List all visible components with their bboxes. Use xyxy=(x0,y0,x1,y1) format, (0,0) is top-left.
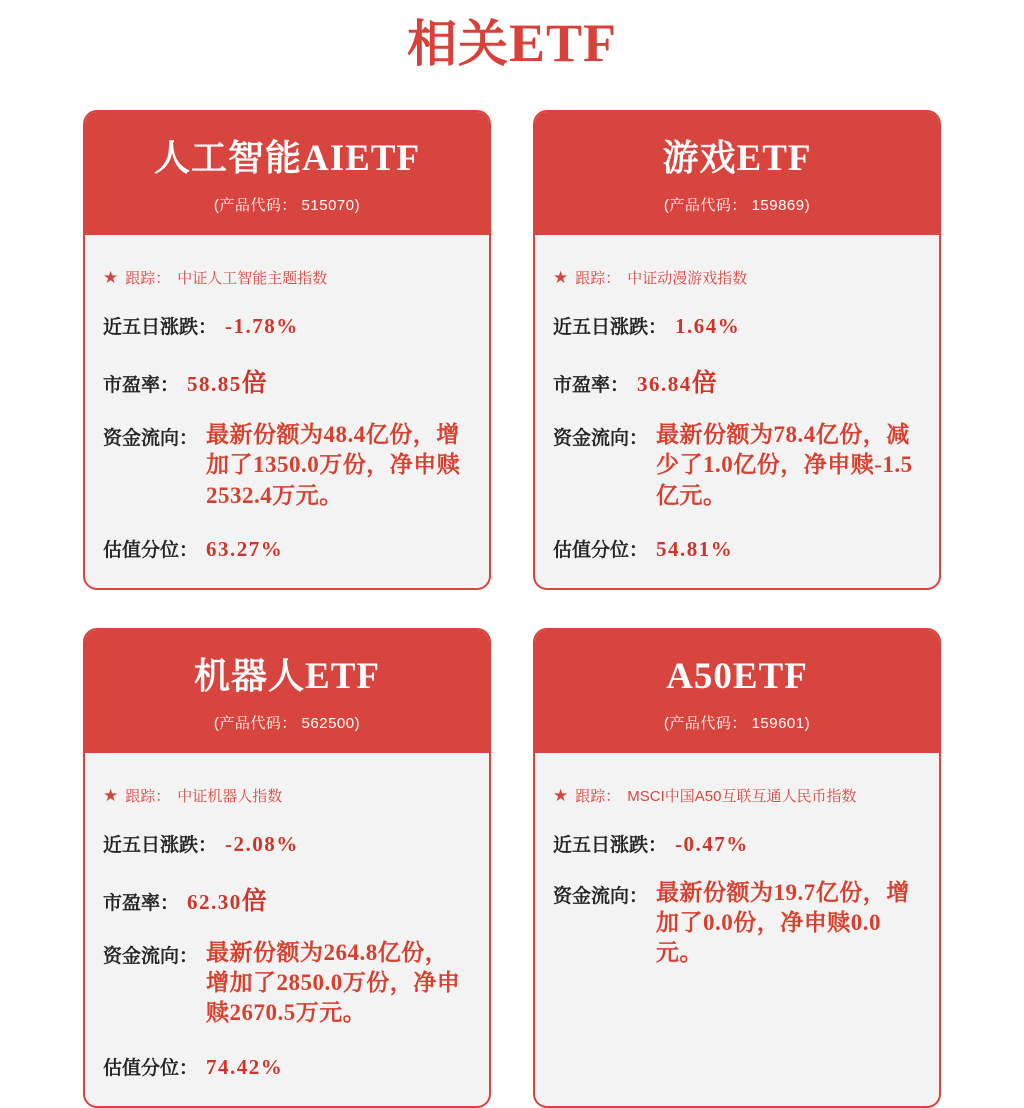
change5d-row xyxy=(553,312,921,339)
change5d-label: 近五日涨跌： xyxy=(103,316,218,338)
pe-value: 58.85 xyxy=(187,371,242,396)
track-index-name: MSCI中国A50互联互通人民币指数 xyxy=(627,787,857,805)
flow-value: 最新份额为264.8亿份，增加了2850.0万份，净申赎2670.5万元。 xyxy=(206,939,461,1026)
page-title xyxy=(0,0,1024,74)
card-title-latin: ETF xyxy=(736,138,812,180)
valuation-value: 74.42% xyxy=(206,1054,284,1079)
valuation-row xyxy=(103,535,471,562)
card-title xyxy=(545,138,929,180)
track-label: 跟踪： xyxy=(575,269,621,287)
flow-label: 资金流向： xyxy=(553,885,649,907)
flow-row xyxy=(103,941,471,1029)
card-product-code: (产品代码： 562500) xyxy=(213,714,361,732)
card-title-zh: 机器人 xyxy=(194,654,306,696)
card-product-code: (产品代码： 159869) xyxy=(663,196,811,214)
page-title-latin: ETF xyxy=(508,13,618,73)
valuation-label: 估值分位： xyxy=(103,1057,199,1079)
card-body xyxy=(85,753,489,1106)
etf-card-a50 xyxy=(533,628,941,1108)
card-title-zh: 游戏 xyxy=(662,137,737,179)
card-product-code: (产品代码： 515070) xyxy=(213,196,361,214)
card-title xyxy=(95,656,479,698)
pe-unit: 倍 xyxy=(691,368,717,397)
flow-row xyxy=(553,423,921,511)
etf-card-grid xyxy=(83,110,941,1108)
change5d-value: -0.47% xyxy=(675,831,749,856)
card-header xyxy=(535,112,939,235)
track-index-name: 中证动漫游戏指数 xyxy=(627,269,748,287)
change5d-label: 近五日涨跌： xyxy=(553,316,668,338)
flow-label: 资金流向： xyxy=(103,945,199,967)
pe-value: 62.30 xyxy=(187,889,242,914)
change5d-value: 1.64% xyxy=(675,313,741,338)
pe-label: 市盈率： xyxy=(103,374,180,396)
star-icon: ★ xyxy=(553,785,569,805)
track-line xyxy=(553,267,921,288)
track-label: 跟踪： xyxy=(575,787,621,805)
track-line xyxy=(103,267,471,288)
track-label: 跟踪： xyxy=(125,787,171,805)
pe-unit: 倍 xyxy=(241,886,267,915)
track-line xyxy=(103,785,471,806)
card-title-latin: A50ETF xyxy=(666,655,808,697)
page-title-zh: 相关 xyxy=(406,16,509,72)
card-title xyxy=(95,138,479,180)
pe-value: 36.84 xyxy=(637,371,692,396)
star-icon: ★ xyxy=(553,267,569,287)
card-header xyxy=(85,112,489,235)
card-body xyxy=(85,235,489,588)
card-product-code: (产品代码： 159601) xyxy=(663,714,811,732)
flow-value: 最新份额为19.7亿份，增加了0.0份，净申赎0.0元。 xyxy=(656,879,910,966)
pe-label: 市盈率： xyxy=(553,374,630,396)
change5d-label: 近五日涨跌： xyxy=(103,834,218,856)
star-icon: ★ xyxy=(103,267,119,287)
change5d-value: -2.08% xyxy=(225,831,299,856)
flow-value: 最新份额为48.4亿份，增加了1350.0万份，净申赎2532.4万元。 xyxy=(206,421,461,508)
pe-row xyxy=(103,881,471,917)
card-title-latin: ETF xyxy=(305,655,380,697)
card-body xyxy=(535,235,939,588)
valuation-label: 估值分位： xyxy=(553,539,649,561)
flow-value: 最新份额为78.4亿份，减少了1.0亿份，净申赎-1.5亿元。 xyxy=(656,421,913,508)
card-title-zh: 人工智能 xyxy=(153,137,302,179)
flow-label: 资金流向： xyxy=(103,427,199,449)
card-header xyxy=(85,630,489,753)
valuation-value: 63.27% xyxy=(206,536,284,561)
etf-card-ai xyxy=(83,110,491,590)
flow-label: 资金流向： xyxy=(553,427,649,449)
card-title-latin: AIETF xyxy=(301,138,421,180)
change5d-row xyxy=(553,830,921,857)
change5d-value: -1.78% xyxy=(225,313,299,338)
track-index-name: 中证人工智能主题指数 xyxy=(177,269,328,287)
valuation-label: 估值分位： xyxy=(103,539,199,561)
track-index-name: 中证机器人指数 xyxy=(177,787,283,805)
change5d-label: 近五日涨跌： xyxy=(553,834,668,856)
valuation-value: 54.81% xyxy=(656,536,734,561)
etf-card-game xyxy=(533,110,941,590)
track-line xyxy=(553,785,921,806)
pe-row xyxy=(553,363,921,399)
valuation-row xyxy=(553,535,921,562)
pe-row xyxy=(103,363,471,399)
etf-card-robot xyxy=(83,628,491,1108)
card-title xyxy=(545,656,929,698)
flow-row xyxy=(103,423,471,511)
change5d-row xyxy=(103,830,471,857)
pe-label: 市盈率： xyxy=(103,892,180,914)
pe-unit: 倍 xyxy=(241,368,267,397)
star-icon: ★ xyxy=(103,785,119,805)
track-label: 跟踪： xyxy=(125,269,171,287)
card-header xyxy=(535,630,939,753)
change5d-row xyxy=(103,312,471,339)
flow-row xyxy=(553,881,921,969)
valuation-row xyxy=(103,1053,471,1080)
card-body xyxy=(535,753,939,1106)
